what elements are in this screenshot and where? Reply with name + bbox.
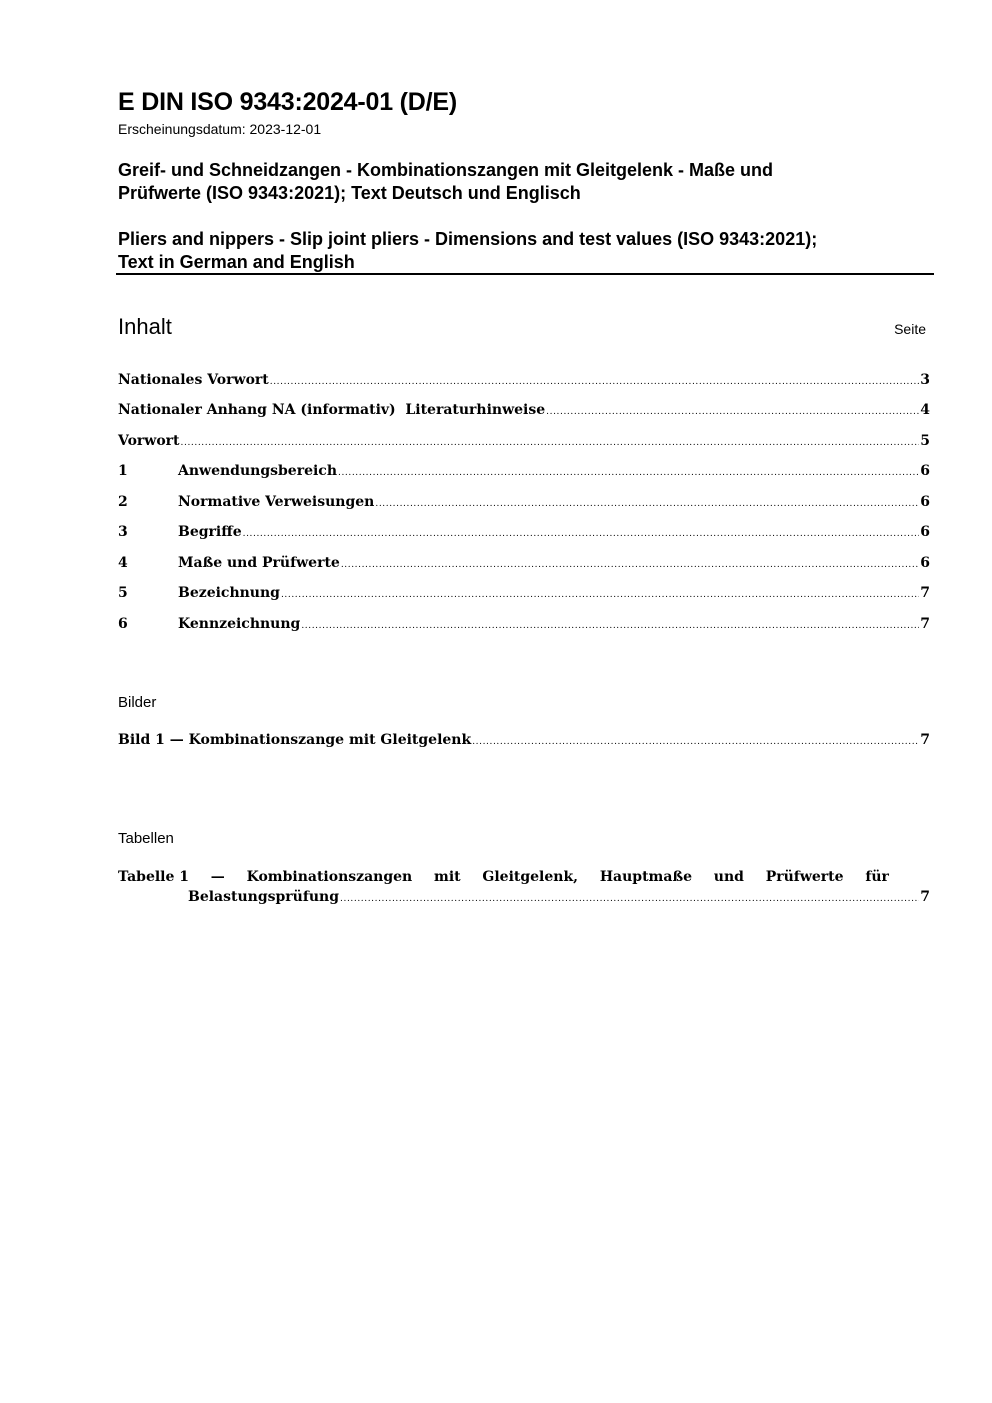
toc-entry-page: 6 bbox=[920, 463, 930, 479]
toc-heading: Inhalt bbox=[118, 314, 172, 339]
toc-entry-number: 5 bbox=[118, 585, 128, 601]
table-entry-word: Prüfwerte bbox=[765, 869, 844, 885]
toc-leader-dots bbox=[243, 529, 920, 539]
toc-leader-dots bbox=[340, 894, 919, 904]
toc-leader-dots bbox=[270, 377, 920, 387]
toc-entry-page: 5 bbox=[920, 433, 930, 449]
title-german bbox=[118, 159, 918, 205]
toc-entry-label: Normative Verweisungen bbox=[178, 494, 375, 510]
table-entry-page: 7 bbox=[920, 889, 930, 905]
toc-entry-label: Kennzeichnung bbox=[178, 616, 301, 632]
toc-entry-page: 6 bbox=[920, 524, 930, 540]
toc-entry-begriffe[interactable] bbox=[118, 524, 930, 544]
title-german-line-2: Prüfwerte (ISO 9343:2021); Text Deutsch und Englisch bbox=[118, 183, 581, 203]
title-english bbox=[118, 228, 918, 274]
toc-leader-dots bbox=[301, 621, 919, 631]
document-id: E DIN ISO 9343:2024-01 (D/E) bbox=[118, 88, 457, 116]
toc-entry-kennzeichnung[interactable] bbox=[118, 616, 930, 636]
toc-entry-page: 7 bbox=[920, 616, 930, 632]
table-entry-word: Kombinationszangen bbox=[246, 869, 413, 885]
toc-entry-number: 1 bbox=[118, 463, 128, 479]
toc-entry-label: Vorwort bbox=[118, 433, 180, 449]
toc-entry-page: 6 bbox=[920, 494, 930, 510]
table-entry-word: mit bbox=[434, 869, 461, 885]
toc-entry-normative-verweisungen[interactable] bbox=[118, 494, 930, 514]
table-entry-word: und bbox=[713, 869, 744, 885]
toc-entry-bezeichnung[interactable] bbox=[118, 585, 930, 605]
figures-heading: Bilder bbox=[118, 694, 157, 711]
table-entry-word: Tabelle 1 bbox=[118, 869, 190, 885]
title-german-line-1: Greif- und Schneidzangen - Kombinationszangen mit Gleitgelenk - Maße und bbox=[118, 160, 774, 180]
toc-entry-label: Bezeichnung bbox=[178, 585, 280, 601]
toc-leader-dots bbox=[181, 438, 920, 448]
figure-entry-page: 7 bbox=[920, 732, 930, 748]
figure-entry-bild-1[interactable] bbox=[118, 732, 930, 752]
toc-entry-vorwort[interactable] bbox=[118, 433, 930, 453]
table-entry-label-continued: Belastungsprüfung bbox=[188, 889, 340, 905]
toc-page-column-label: Seite bbox=[894, 321, 926, 337]
header-divider bbox=[116, 273, 934, 275]
toc-leader-dots bbox=[472, 737, 919, 747]
toc-entry-number: 4 bbox=[118, 555, 128, 571]
toc-entry-nationaler-anhang[interactable] bbox=[118, 402, 930, 422]
toc-leader-dots bbox=[338, 468, 919, 478]
toc-entry-label: Anwendungsbereich bbox=[178, 463, 337, 479]
toc-entry-page: 4 bbox=[920, 402, 930, 418]
table-entry-tabelle-1-line-1[interactable] bbox=[118, 869, 889, 885]
table-entry-word: Gleitgelenk, bbox=[482, 869, 579, 885]
title-english-line-1: Pliers and nippers - Slip joint pliers - Dimensions and test values (ISO 9343:2021); bbox=[118, 229, 818, 249]
figure-entry-label: Bild 1 — Kombinationszange mit Gleitgelenk bbox=[118, 732, 472, 748]
toc-leader-dots bbox=[375, 499, 919, 509]
title-english-line-2: Text in German and English bbox=[118, 252, 355, 272]
toc-entry-number: 6 bbox=[118, 616, 128, 632]
toc-entry-number: 3 bbox=[118, 524, 128, 540]
toc-entry-masse-und-pruefwerte[interactable] bbox=[118, 555, 930, 575]
toc-entry-label: Nationales Vorwort bbox=[118, 372, 269, 388]
toc-entry-page: 6 bbox=[920, 555, 930, 571]
toc-leader-dots bbox=[341, 560, 919, 570]
toc-entry-page: 7 bbox=[920, 585, 930, 601]
toc-entry-nationales-vorwort[interactable] bbox=[118, 372, 930, 392]
toc-entry-anwendungsbereich[interactable] bbox=[118, 463, 930, 483]
toc-entry-label: Nationaler Anhang NA (informativ) Literaturhinweise bbox=[118, 402, 546, 418]
publication-date: Erscheinungsdatum: 2023-12-01 bbox=[118, 121, 322, 137]
toc-entry-label: Maße und Prüfwerte bbox=[178, 555, 340, 571]
toc-leader-dots bbox=[281, 590, 919, 600]
toc-entry-number: 2 bbox=[118, 494, 128, 510]
table-entry-tabelle-1-line-2[interactable] bbox=[188, 889, 930, 909]
toc-entry-label: Begriffe bbox=[178, 524, 242, 540]
toc-entry-page: 3 bbox=[920, 372, 930, 388]
table-entry-word: Hauptmaße bbox=[599, 869, 692, 885]
tables-heading: Tabellen bbox=[118, 830, 174, 847]
toc-leader-dots bbox=[546, 407, 919, 417]
table-entry-word: für bbox=[865, 869, 889, 885]
table-entry-word: — bbox=[210, 869, 225, 885]
